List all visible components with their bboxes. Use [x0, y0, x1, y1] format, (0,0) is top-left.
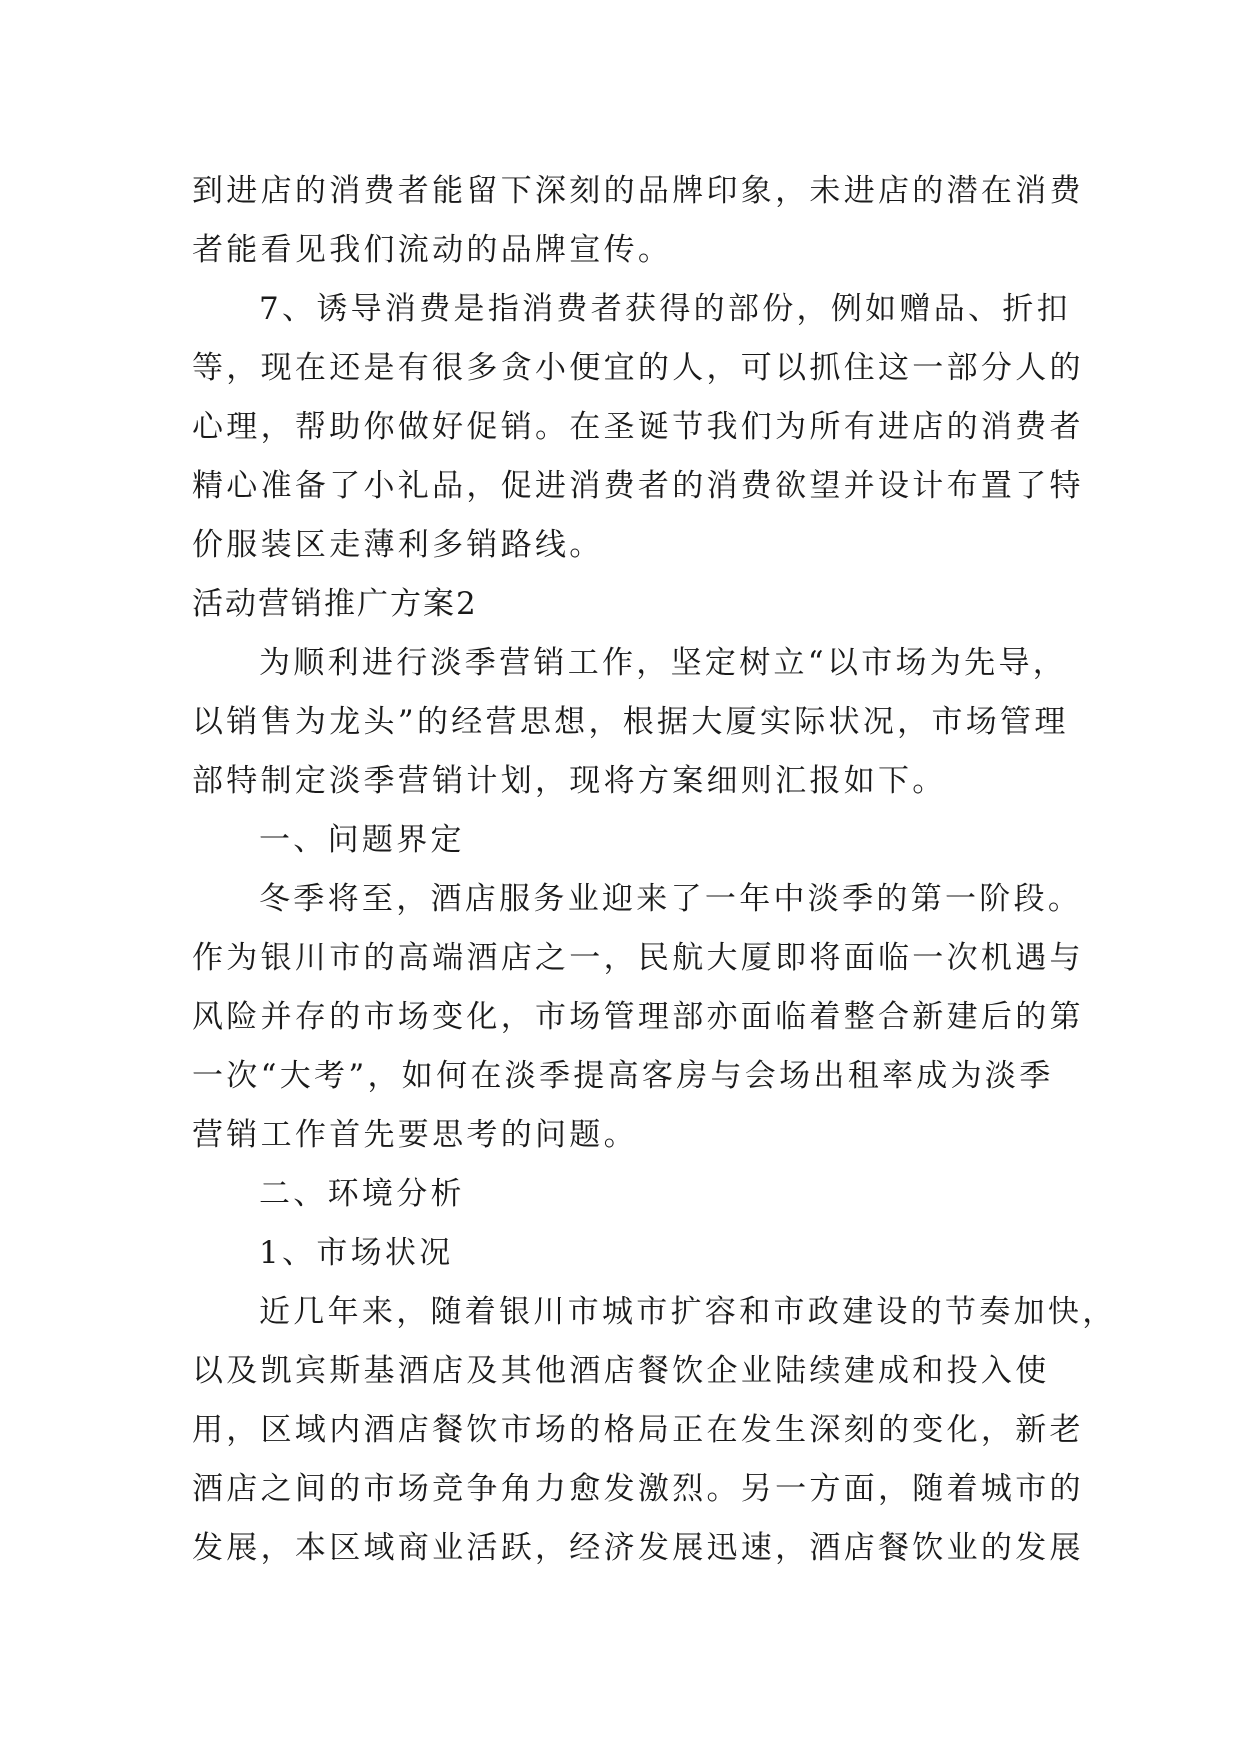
paragraph-line: 近几年来，随着银川市城市扩容和市政建设的节奏加快，: [259, 1294, 1117, 1330]
paragraph-line: 酒店之间的市场竞争角力愈发激烈。另一方面，随着城市的: [192, 1471, 1084, 1507]
paragraph-line: 作为银川市的高端酒店之一，民航大厦即将面临一次机遇与: [192, 940, 1084, 976]
subsection-heading: 1、市场状况: [259, 1235, 454, 1271]
paragraph-line: 一次“大考”，如何在淡季提高客房与会场出租率成为淡季: [192, 1058, 1054, 1094]
paragraph-line: 营销工作首先要思考的问题。: [192, 1117, 638, 1153]
paragraph-line: 精心准备了小礼品，促进消费者的消费欲望并设计布置了特: [192, 468, 1084, 504]
paragraph-line: 用，区域内酒店餐饮市场的格局正在发生深刻的变化，新老: [192, 1412, 1084, 1448]
section-title: 活动营销推广方案2: [192, 586, 478, 622]
paragraph-line: 7、诱导消费是指消费者获得的部份，例如赠品、折扣: [259, 291, 1071, 327]
paragraph-line: 到进店的消费者能留下深刻的品牌印象，未进店的潜在消费: [192, 173, 1084, 209]
paragraph-line: 冬季将至，酒店服务业迎来了一年中淡季的第一阶段。: [259, 881, 1083, 917]
paragraph-line: 价服装区走薄利多销路线。: [192, 527, 604, 563]
section-heading: 二、环境分析: [259, 1176, 465, 1212]
paragraph-line: 发展，本区域商业活跃，经济发展迅速，酒店餐饮业的发展: [192, 1530, 1084, 1566]
paragraph-line: 为顺利进行淡季营销工作，坚定树立“以市场为先导，: [259, 645, 1068, 681]
paragraph-line: 部特制定淡季营销计划，现将方案细则汇报如下。: [192, 763, 947, 799]
paragraph-line: 风险并存的市场变化，市场管理部亦面临着整合新建后的第: [192, 999, 1084, 1035]
section-heading: 一、问题界定: [259, 822, 465, 858]
paragraph-line: 者能看见我们流动的品牌宣传。: [192, 232, 673, 268]
paragraph-line: 心理，帮助你做好促销。在圣诞节我们为所有进店的消费者: [192, 409, 1084, 445]
document-body: [192, 162, 1117, 1578]
paragraph-line: 以销售为龙头”的经营思想，根据大厦实际状况，市场管理: [192, 704, 1069, 740]
paragraph-line: 等，现在还是有很多贪小便宜的人，可以抓住这一部分人的: [192, 350, 1084, 386]
paragraph-line: 以及凯宾斯基酒店及其他酒店餐饮企业陆续建成和投入使: [192, 1353, 1050, 1389]
